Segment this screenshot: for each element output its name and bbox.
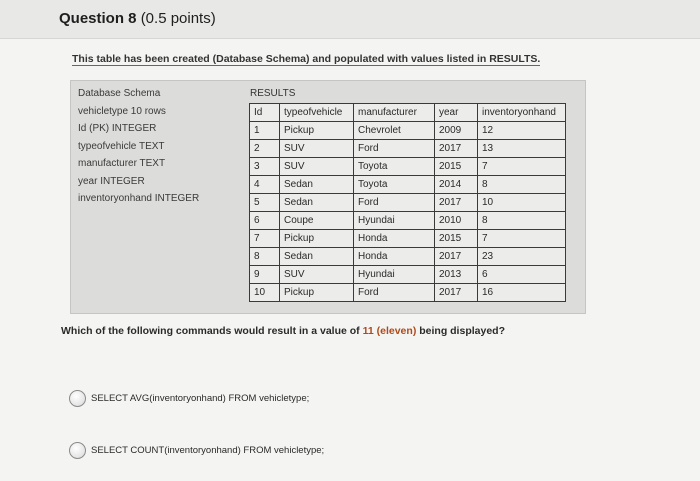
radio-button[interactable]: [69, 390, 86, 407]
table-row: [250, 230, 566, 248]
table-cell: 13: [478, 140, 566, 158]
table-cell: 6: [250, 212, 280, 230]
question-points: (0.5 points): [140, 10, 216, 27]
table-cell: 2017: [435, 284, 478, 302]
table-cell: 10: [478, 194, 566, 212]
table-row: [250, 194, 566, 212]
table-cell: 6: [478, 266, 566, 284]
table-cell: Honda: [354, 248, 435, 266]
table-cell: 2: [250, 140, 280, 158]
table-cell: Honda: [354, 230, 435, 248]
table-cell: Pickup: [280, 122, 354, 140]
table-cell: Pickup: [280, 230, 354, 248]
table-cell: 3: [250, 158, 280, 176]
database-schema: [78, 85, 199, 208]
table-cell: 2014: [435, 176, 478, 194]
schema-line: inventoryonhand INTEGER: [78, 193, 200, 204]
table-cell: 1: [250, 122, 280, 140]
table-cell: 8: [250, 248, 280, 266]
column-header: inventoryonhand: [478, 104, 566, 122]
answer-label: SELECT COUNT(inventoryonhand) FROM vehicletype;: [91, 445, 325, 456]
table-cell: Toyota: [354, 176, 435, 194]
table-cell: Hyundai: [354, 266, 435, 284]
prompt-highlight: 11 (eleven): [362, 325, 417, 337]
table-cell: 2017: [435, 248, 478, 266]
answer-option-avg[interactable]: [69, 390, 309, 407]
table-cell: 12: [478, 122, 566, 140]
table-row: [250, 248, 566, 266]
table-cell: 2017: [435, 194, 478, 212]
schema-heading: Database Schema: [78, 88, 161, 99]
answer-label: SELECT AVG(inventoryonhand) FROM vehicletype;: [91, 393, 310, 404]
table-cell: 5: [250, 194, 280, 212]
table-cell: 9: [250, 266, 280, 284]
table-cell: Chevrolet: [354, 122, 435, 140]
table-row: [250, 284, 566, 302]
table-cell: SUV: [280, 140, 354, 158]
table-cell: 4: [250, 176, 280, 194]
table-cell: 7: [478, 230, 566, 248]
schema-line: Id (PK) INTEGER: [78, 123, 157, 134]
table-row: [250, 176, 566, 194]
table-cell: Sedan: [280, 194, 354, 212]
table-cell: 23: [478, 248, 566, 266]
table-cell: Ford: [354, 284, 435, 302]
table-cell: 2015: [435, 158, 478, 176]
schema-line: year INTEGER: [78, 175, 145, 187]
table-cell: 7: [250, 230, 280, 248]
table-cell: 8: [478, 176, 566, 194]
table-cell: Hyundai: [354, 212, 435, 230]
prompt-text: being displayed?: [416, 325, 505, 337]
table-cell: Pickup: [280, 284, 354, 302]
answer-option-count[interactable]: [69, 442, 324, 459]
table-row: [250, 140, 566, 158]
question-intro: This table has been created (Database Schema) and populated with values listed in RESULTS.: [72, 53, 541, 65]
table-cell: SUV: [280, 266, 354, 284]
table-header-row: [250, 104, 566, 122]
column-header: year: [435, 104, 478, 122]
table-row: [250, 266, 566, 284]
schema-line: manufacturer TEXT: [78, 158, 166, 169]
table-cell: Sedan: [280, 176, 354, 194]
table-cell: 7: [478, 158, 566, 176]
table-cell: 10: [250, 284, 280, 302]
question-prompt: [61, 325, 505, 337]
results-table: [249, 103, 566, 302]
schema-line: typeofvehicle TEXT: [78, 140, 165, 152]
prompt-text: Which of the following commands would result in a value of: [61, 325, 363, 337]
radio-button[interactable]: [69, 442, 86, 459]
table-row: [250, 122, 566, 140]
table-row: [250, 158, 566, 176]
table-cell: 8: [478, 212, 566, 230]
table-cell: 2017: [435, 140, 478, 158]
question-title: [59, 10, 216, 27]
table-row: [250, 212, 566, 230]
column-header: typeofvehicle: [280, 104, 354, 122]
table-cell: 2009: [435, 122, 478, 140]
column-header: manufacturer: [354, 104, 435, 122]
column-header: Id: [250, 104, 280, 122]
question-number: Question 8: [59, 10, 137, 27]
table-cell: 2010: [435, 212, 478, 230]
results-label: RESULTS: [250, 88, 296, 99]
table-cell: Toyota: [354, 158, 435, 176]
table-cell: 2015: [435, 230, 478, 248]
table-cell: Sedan: [280, 248, 354, 266]
schema-line: vehicletype 10 rows: [78, 105, 166, 117]
table-cell: 2013: [435, 266, 478, 284]
table-cell: Ford: [354, 194, 435, 212]
table-cell: 16: [478, 284, 566, 302]
table-cell: Coupe: [280, 212, 354, 230]
table-cell: Ford: [354, 140, 435, 158]
table-cell: SUV: [280, 158, 354, 176]
